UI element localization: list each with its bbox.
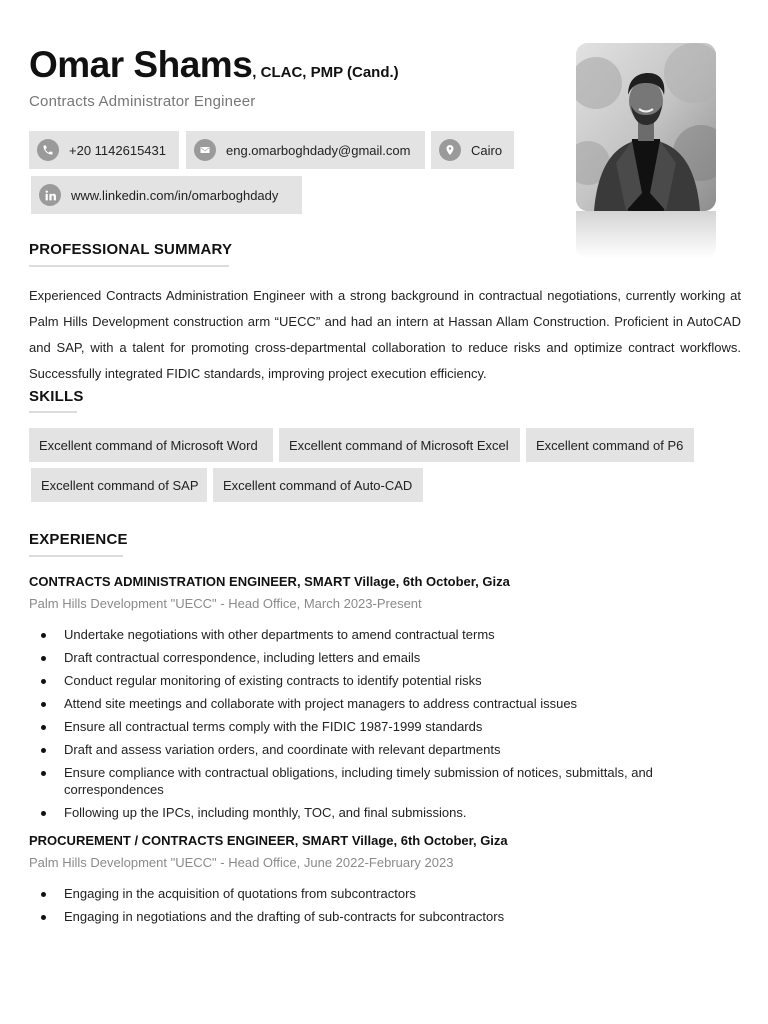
linkedin-chip bbox=[31, 176, 302, 214]
list-item: Draft and assess variation orders, and coordinate with relevant departments bbox=[29, 741, 719, 758]
location-text: Cairo bbox=[471, 142, 503, 158]
location-chip bbox=[431, 131, 514, 169]
job-2-title: PROCUREMENT / CONTRACTS ENGINEER, SMART Village, 6th October, Giza bbox=[29, 833, 508, 848]
profile-photo bbox=[576, 43, 716, 211]
experience-heading: EXPERIENCE bbox=[29, 531, 128, 548]
job-2-company-dates: Palm Hills Development "UECC" - Head Office, June 2022-February 2023 bbox=[29, 855, 454, 870]
phone-number: +20 1142615431 bbox=[69, 142, 166, 158]
summary-heading-rule bbox=[29, 265, 229, 267]
credentials: , CLAC, PMP (Cand.) bbox=[252, 64, 399, 81]
skill-tag: Excellent command of Auto-CAD bbox=[213, 468, 423, 502]
summary-text: Experienced Contracts Administration Engineer with a strong background in contractual negotiations, currently working at Palm Hills Development construction arm “UECC” and had an intern at Hassan Allam Construction. Proficient in AutoCAD and SAP, with a talent for promoting cross-departmental collaboration to reduce risks and optimize contract workflows. Successfully integrated FIDIC standards, improving project execution efficiency. bbox=[29, 288, 741, 381]
name-line bbox=[29, 44, 399, 86]
list-item: Ensure compliance with contractual obligations, including timely submission of notices, submittals, and correspondences bbox=[29, 764, 719, 798]
skills-heading: SKILLS bbox=[29, 388, 84, 405]
experience-heading-rule bbox=[29, 555, 123, 557]
job-1-title: CONTRACTS ADMINISTRATION ENGINEER, SMART Village, 6th October, Giza bbox=[29, 574, 510, 589]
email-address: eng.omarboghdady@gmail.com bbox=[226, 142, 411, 158]
skills-heading-rule bbox=[29, 411, 77, 413]
email-icon bbox=[194, 139, 216, 161]
linkedin-icon bbox=[39, 184, 61, 206]
list-item: Undertake negotiations with other departments to amend contractual terms bbox=[29, 626, 719, 643]
location-pin-icon bbox=[439, 139, 461, 161]
linkedin-url: www.linkedin.com/in/omarboghdady bbox=[71, 187, 279, 203]
skill-tag: Excellent command of Microsoft Word bbox=[29, 428, 273, 462]
list-item: Draft contractual correspondence, including letters and emails bbox=[29, 649, 719, 666]
job-title: Contracts Administrator Engineer bbox=[29, 93, 256, 110]
list-item: Attend site meetings and collaborate with project managers to address contractual issues bbox=[29, 695, 719, 712]
job-2-duties bbox=[29, 885, 719, 931]
job-1-duties bbox=[29, 626, 719, 827]
phone-icon bbox=[37, 139, 59, 161]
skill-tag: Excellent command of Microsoft Excel bbox=[279, 428, 520, 462]
list-item: Conduct regular monitoring of existing contracts to identify potential risks bbox=[29, 672, 719, 689]
list-item: Following up the IPCs, including monthly, TOC, and final submissions. bbox=[29, 804, 719, 821]
email-chip bbox=[186, 131, 425, 169]
job-1-company-dates: Palm Hills Development "UECC" - Head Office, March 2023-Present bbox=[29, 596, 422, 611]
phone-chip bbox=[29, 131, 179, 169]
skill-tag: Excellent command of P6 bbox=[526, 428, 694, 462]
candidate-name: Omar Shams bbox=[29, 44, 253, 85]
photo-reflection bbox=[576, 211, 716, 259]
list-item: Engaging in negotiations and the drafting of sub-contracts for subcontractors bbox=[29, 908, 719, 925]
list-item: Engaging in the acquisition of quotations from subcontractors bbox=[29, 885, 719, 902]
skill-tag: Excellent command of SAP bbox=[31, 468, 207, 502]
list-item: Ensure all contractual terms comply with the FIDIC 1987-1999 standards bbox=[29, 718, 719, 735]
summary-heading: PROFESSIONAL SUMMARY bbox=[29, 241, 233, 258]
